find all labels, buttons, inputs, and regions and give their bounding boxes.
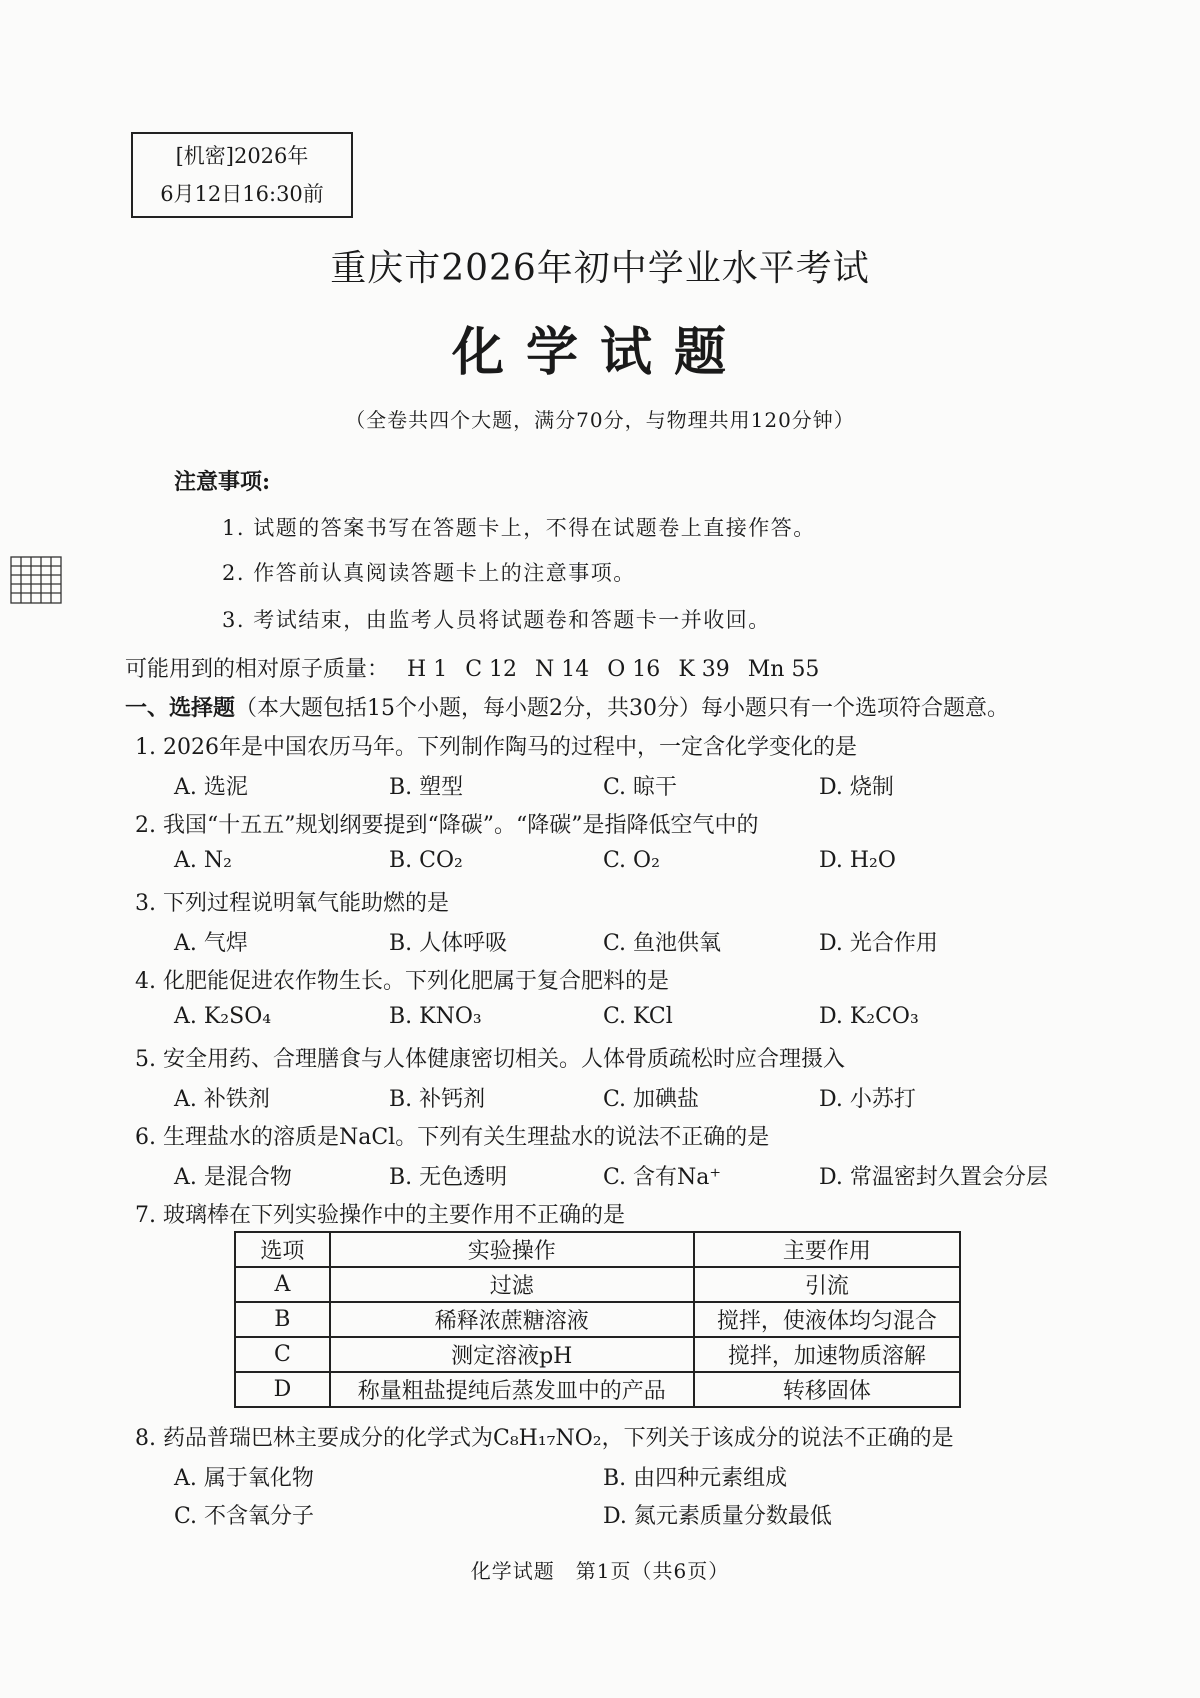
- table-cell: 搅拌，加速物质溶解: [694, 1337, 960, 1372]
- question-stem: 7. 玻璃棒在下列实验操作中的主要作用不正确的是: [135, 1203, 625, 1228]
- question-stem: 6. 生理盐水的溶质是NaCl。下列有关生理盐水的说法不正确的是: [135, 1125, 770, 1150]
- confidential-line-2: 6月12日16:30前: [160, 182, 324, 206]
- question-stem: 1. 2026年是中国农历马年。下列制作陶马的过程中，一定含化学变化的是: [135, 735, 857, 760]
- option-d: D. 烧制: [819, 775, 894, 800]
- table-row: [235, 1372, 960, 1407]
- exam-subtitle: （全卷共四个大题，满分70分，与物理共用120分钟）: [345, 408, 855, 432]
- question-stem: 4. 化肥能促进农作物生长。下列化肥属于复合肥料的是: [135, 969, 669, 994]
- option-a: A. K₂SO₄: [174, 1004, 272, 1029]
- table-header-cell: 主要作用: [694, 1232, 960, 1267]
- section-one-desc: （本大题包括15个小题，每小题2分，共30分）每小题只有一个选项符合题意。: [235, 696, 1010, 721]
- table-cell: 引流: [694, 1267, 960, 1302]
- table-cell: A: [235, 1267, 330, 1302]
- atomic-mass-label: 可能用到的相对原子质量：: [125, 657, 390, 682]
- atomic-mass-item: Mn 55: [747, 657, 820, 682]
- option-d: D. 小苏打: [819, 1087, 916, 1112]
- option-c: C. 晾干: [603, 775, 678, 800]
- option-c: C. 鱼池供氧: [603, 931, 722, 956]
- atomic-mass-item: O 16: [607, 657, 661, 682]
- glass-rod-operations-table: [234, 1231, 961, 1408]
- option-b: B. 无色透明: [389, 1165, 508, 1190]
- option-b: B. 人体呼吸: [389, 931, 508, 956]
- atomic-mass-line: [125, 652, 819, 683]
- option-c: C. 含有Na⁺: [603, 1165, 722, 1190]
- subject-title: 化学试题: [451, 322, 748, 383]
- table-cell: 稀释浓蔗糖溶液: [330, 1302, 694, 1337]
- option-d: D. 常温密封久置会分层: [819, 1165, 1048, 1190]
- option-d: D. 光合作用: [819, 931, 938, 956]
- table-cell: 测定溶液pH: [330, 1337, 694, 1372]
- option-c: C. O₂: [603, 848, 660, 873]
- atomic-mass-item: N 14: [535, 657, 590, 682]
- table-cell: B: [235, 1302, 330, 1337]
- option-d: D. H₂O: [819, 848, 896, 873]
- notice-heading: 注意事项:: [174, 469, 271, 495]
- notice-item: 3. 考试结束，由监考人员将试题卷和答题卡一并收回。: [222, 608, 771, 632]
- atomic-mass-item: H 1: [407, 657, 448, 682]
- option-d: D. K₂CO₃: [819, 1004, 919, 1029]
- option-a: A. 是混合物: [174, 1165, 292, 1190]
- question-stem: 8. 药品普瑞巴林主要成分的化学式为C₈H₁₇NO₂，下列关于该成分的说法不正确的是: [135, 1426, 954, 1451]
- option-b: B. 由四种元素组成: [603, 1466, 788, 1491]
- table-header-cell: 实验操作: [330, 1232, 694, 1267]
- option-b: B. 塑型: [389, 775, 464, 800]
- table-header-row: [235, 1232, 960, 1267]
- section-one-heading: [125, 691, 1009, 722]
- option-a: A. N₂: [174, 848, 232, 873]
- table-cell: 称量粗盐提纯后蒸发皿中的产品: [330, 1372, 694, 1407]
- confidential-line-1: [机密]2026年: [175, 144, 309, 168]
- page-footer: 化学试题 第1页（共6页）: [470, 1559, 730, 1583]
- table-cell: D: [235, 1372, 330, 1407]
- confidential-stamp-box: [131, 132, 353, 218]
- option-b: B. 补钙剂: [389, 1087, 486, 1112]
- table-row: [235, 1337, 960, 1372]
- option-a: A. 属于氧化物: [174, 1466, 314, 1491]
- option-b: B. KNO₃: [389, 1004, 482, 1029]
- option-a: A. 补铁剂: [174, 1087, 270, 1112]
- notice-item: 1. 试题的答案书写在答题卡上，不得在试题卷上直接作答。: [222, 516, 816, 540]
- grid-mark-icon: [10, 556, 62, 604]
- question-stem: 2. 我国“十五五”规划纲要提到“降碳”。“降碳”是指降低空气中的: [135, 813, 759, 838]
- exam-title: 重庆市2026年初中学业水平考试: [330, 248, 870, 289]
- option-d: D. 氮元素质量分数最低: [603, 1504, 832, 1529]
- table-row: [235, 1267, 960, 1302]
- notice-item: 2. 作答前认真阅读答题卡上的注意事项。: [222, 561, 636, 585]
- option-c: C. KCl: [603, 1004, 673, 1029]
- option-a: A. 气焊: [174, 931, 248, 956]
- table-header-cell: 选项: [235, 1232, 330, 1267]
- table-row: [235, 1302, 960, 1337]
- option-c: C. 不含氧分子: [174, 1504, 315, 1529]
- table-cell: 转移固体: [694, 1372, 960, 1407]
- question-stem: 5. 安全用药、合理膳食与人体健康密切相关。人体骨质疏松时应合理摄入: [135, 1047, 845, 1072]
- table-cell: 搅拌，使液体均匀混合: [694, 1302, 960, 1337]
- table-cell: C: [235, 1337, 330, 1372]
- option-a: A. 选泥: [174, 775, 248, 800]
- table-cell: 过滤: [330, 1267, 694, 1302]
- option-c: C. 加碘盐: [603, 1087, 700, 1112]
- question-stem: 3. 下列过程说明氧气能助燃的是: [135, 891, 449, 916]
- atomic-mass-item: K 39: [678, 657, 730, 682]
- option-b: B. CO₂: [389, 848, 463, 873]
- section-one-title: 一、选择题: [125, 695, 236, 721]
- atomic-mass-item: C 12: [465, 657, 518, 682]
